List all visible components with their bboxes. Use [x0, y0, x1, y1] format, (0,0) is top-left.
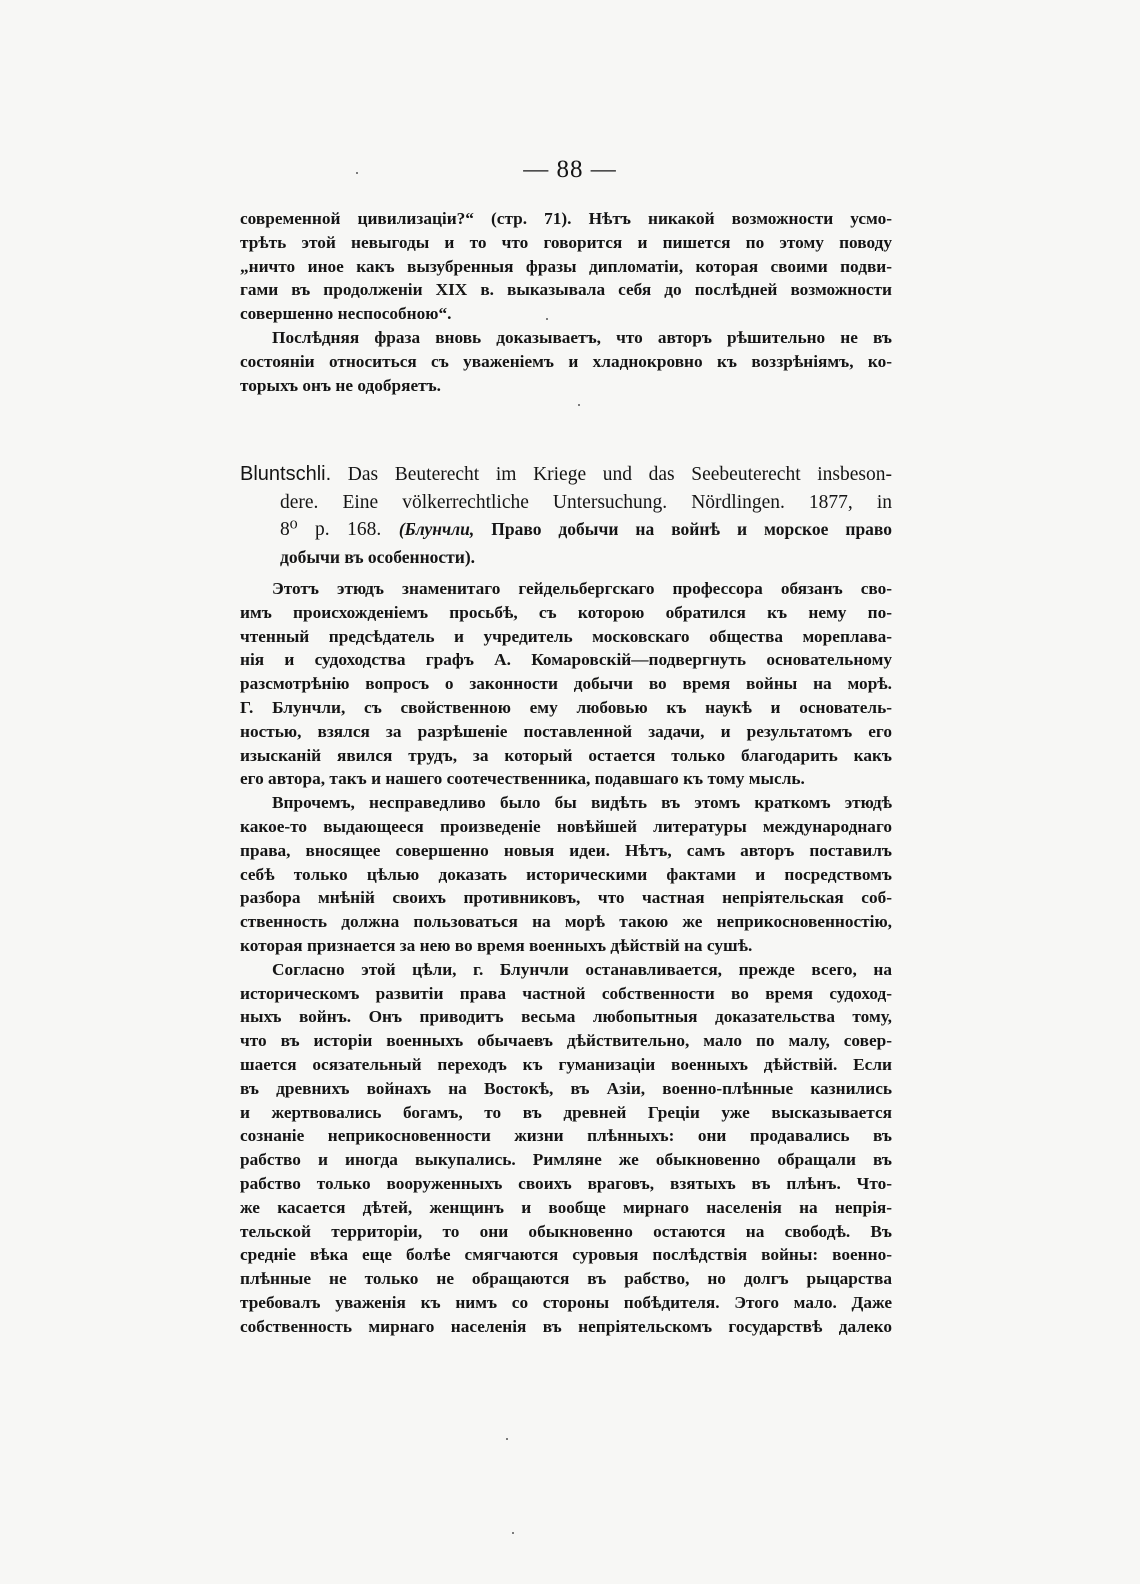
text-line: разбора мнѣній своихъ противниковъ, что частная непріятельская соб-: [240, 888, 892, 908]
paragraph: [240, 326, 892, 397]
text-line: Согласно этой цѣли, г. Блунчли останавливается, прежде всего, на: [272, 959, 892, 979]
heading-line: [240, 461, 892, 489]
text-line: изысканій явился трудъ, за который остается только благодарить какъ: [240, 745, 892, 765]
text-line: себѣ только цѣлью доказать историческими фактами и посредствомъ: [240, 864, 892, 884]
text-line: сознаніе неприкосновенности жизни плѣнныхъ: они продавались въ: [240, 1126, 892, 1146]
text-line: гами въ продолженіи XIX в. выказывала себя до послѣдней возможности: [240, 280, 892, 300]
text-line: совершенно неспособною“.: [240, 304, 452, 324]
text-line: рабство и иногда выкупались. Римляне же обыкновенно обращали въ: [240, 1150, 892, 1170]
text-line: собственность мирнаго населенія въ непріятельскомъ государствѣ далеко: [240, 1316, 892, 1336]
text-line: которая признается за нею во время военныхъ дѣйствій на сушѣ.: [240, 935, 753, 955]
text-line: разсмотрѣнію вопросъ о законности добычи во время войны на морѣ.: [240, 674, 892, 694]
russian-title: [399, 519, 892, 539]
text-line: трѣть этой невыгоды и то что говорится и пишется по этому поводу: [240, 232, 892, 252]
paragraph: [240, 577, 892, 791]
page-number: — 88 —: [523, 156, 617, 183]
print-speck: [506, 1438, 508, 1440]
text-line: ныхъ войнъ. Онъ приводитъ весьма любопытныя доказательства тому,: [240, 1007, 892, 1027]
text-line: историческомъ развитіи права частной собственности во время судоход-: [240, 983, 892, 1003]
heading-line: dere. Eine völkerrechtliche Untersuchung. Nördlingen. 1877, in: [280, 491, 892, 513]
text-line: плѣнные не только не обращаются въ рабство, но долгъ рыцарства: [240, 1269, 892, 1289]
text-line: торыхъ онъ не одобряетъ.: [240, 375, 442, 395]
text-line: нія и судоходства графъ А. Комаровскій—подвергнуть основательному: [240, 650, 892, 670]
russian-title-start: Право добычи на войнѣ и морское право: [491, 519, 892, 539]
russian-title-end: добычи въ особенности).: [280, 546, 476, 567]
text-line: же касается дѣтей, женщинъ и вообще мирнаго населенія на непрія-: [240, 1197, 892, 1217]
text-line: современной цивилизаціи?“ (стр. 71). Нѣтъ никакой возможности усмо-: [240, 209, 892, 228]
review-text: [240, 577, 892, 1339]
text-line: ственность должна пользоваться на морѣ такою же неприкосновенностію,: [240, 912, 892, 932]
text-line: имъ происхожденіемъ просьбѣ, съ которою обратился къ нему по-: [240, 602, 892, 622]
text-line: „ничто иное какъ вызубренныя фразы дипломатіи, которая своими подви-: [240, 256, 892, 276]
text-line: тельской территоріи, то они обыкновенно остаются на свободѣ. Въ: [240, 1221, 892, 1241]
book-format: 8⁰ p. 168.: [280, 519, 382, 540]
text-line: какое-то выдающееся произведеніе новѣйшей литературы международнаго: [240, 816, 892, 836]
book-title-start: Das Beuterecht im Kriege und das Seebeuterecht insbeson-: [347, 464, 892, 485]
heading-line: [240, 516, 892, 544]
text-line: Г. Блунчли, съ свойственною ему любовью къ наукѣ и основатель-: [240, 697, 892, 717]
text-line: Послѣдняя фраза вновь доказываетъ, что авторъ рѣшительно не въ: [272, 327, 892, 347]
text-line: состояніи относиться съ уваженіемъ и хладнокровно къ воззрѣніямъ, ко-: [240, 351, 892, 371]
print-speck: [512, 1532, 514, 1534]
heading-line: [240, 544, 892, 572]
text-line: что въ исторіи военныхъ обычаевъ дѣйствительно, мало по малу, совер-: [240, 1031, 892, 1051]
continued-text: [240, 207, 892, 397]
text-line: средніе вѣка еще болѣе смягчаются суровыя послѣдствія войны: военно-: [240, 1245, 892, 1265]
text-line: и жертвовались богамъ, то въ древней Греціи уже высказывается: [240, 1102, 892, 1122]
text-line: въ древнихъ войнахъ на Востокѣ, въ Азіи, военно-плѣнные казнились: [240, 1078, 892, 1098]
book-heading: [240, 461, 892, 571]
book-author: Bluntschli.: [240, 463, 332, 485]
paragraph: [240, 958, 892, 1339]
text-line: его автора, такъ и нашего соотечественника, подавшаго къ тому мысль.: [240, 769, 805, 789]
print-speck: [578, 404, 580, 406]
text-line: Этотъ этюдъ знаменитаго гейдельбергскаго профессора обязанъ сво-: [272, 579, 892, 598]
text-line: чтенный предсѣдатель и учредитель московскаго общества мореплава-: [240, 626, 892, 646]
text-line: ностью, взялся за разрѣшеніе поставленной задачи, и результатомъ его: [240, 721, 892, 741]
russian-author: (Блунчли,: [398, 519, 475, 539]
text-line: права, вносящее совершенно новыя идеи. Нѣтъ, самъ авторъ поставилъ: [240, 840, 892, 860]
text-line: шается осязательный переходъ къ гуманизаціи военныхъ дѣйствій. Если: [240, 1054, 892, 1074]
paragraph: [240, 791, 892, 958]
text-line: Впрочемъ, несправедливо было бы видѣть въ этомъ краткомъ этюдѣ: [272, 793, 892, 813]
paragraph: [240, 207, 892, 326]
text-line: рабство только вооруженныхъ своихъ враговъ, взятыхъ въ плѣнъ. Что-: [240, 1173, 892, 1193]
text-line: требовалъ уваженія къ нимъ со стороны побѣдителя. Этого мало. Даже: [240, 1292, 892, 1312]
